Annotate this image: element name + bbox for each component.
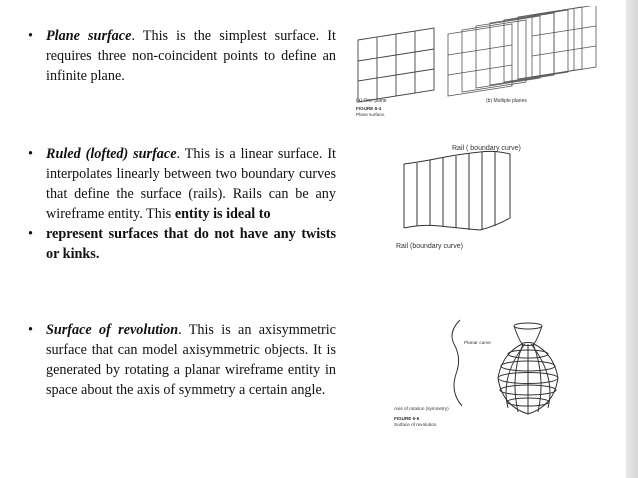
planar-curve-label: Planar curve bbox=[464, 341, 491, 346]
slide-edge bbox=[626, 0, 638, 478]
caption-one-plane: (a) One plane bbox=[356, 98, 387, 104]
single-plane-grid bbox=[358, 28, 434, 102]
revolution-description: . This is an axisymmetric surface that can model axisymmetric objects. It is generated by rotating a planar wireframe entity in space about the axis of symmetry a certain angle. bbox=[46, 322, 336, 398]
ruled-surface-text bbox=[28, 144, 336, 264]
caption-multiple-planes: (b) Multiple planes bbox=[486, 98, 527, 104]
multiple-planes-grid bbox=[448, 6, 596, 96]
axis-label: Axis of rotation (symmetry) bbox=[394, 406, 449, 411]
ruled-surface-figure bbox=[380, 140, 560, 260]
top-rail-curve bbox=[404, 151, 510, 164]
bullet: • bbox=[28, 226, 33, 242]
bullet: • bbox=[28, 28, 33, 44]
plane-figure-number: FIGURE 6-4 bbox=[356, 106, 382, 111]
bullet: • bbox=[28, 146, 33, 162]
revolution-figure-title: Surface of revolution. bbox=[394, 422, 438, 427]
ruled-surface-bold-tail: entity is ideal to bbox=[174, 206, 271, 222]
bottom-rail-curve bbox=[404, 218, 510, 230]
bottom-rail-label: Rail (boundary curve) bbox=[396, 243, 463, 250]
ruled-surface-second-bullet: represent surfaces that do not have any twists or kinks. bbox=[46, 226, 336, 262]
plane-surface-figure bbox=[344, 6, 606, 124]
vase-wireframe bbox=[498, 323, 558, 414]
revolution-figure-number: FIGURE 6-6 bbox=[394, 416, 420, 421]
planar-curve bbox=[452, 320, 462, 406]
bullet: • bbox=[28, 322, 33, 338]
plane-surface-text bbox=[28, 26, 336, 86]
term-plane-surface: Plane surface bbox=[46, 28, 132, 44]
revolution-surface-text bbox=[28, 320, 336, 400]
term-surface-of-revolution: Surface of revolution bbox=[46, 322, 179, 338]
plane-surface-description: . This is the simplest surface. It requires three non-coincident points to define an infinite plane. bbox=[46, 28, 336, 84]
ruled-surface-description: . This is a linear surface. It interpolates linearly between two boundary curves that define the surface (rails). Rails can be any wireframe entity. This bbox=[46, 146, 336, 222]
term-ruled-surface: Ruled (lofted) surface bbox=[46, 146, 177, 162]
revolution-figure bbox=[392, 314, 568, 434]
top-rail-label: Rail ( boundary curve) bbox=[452, 145, 521, 152]
plane-figure-title: Plane surface. bbox=[356, 112, 386, 117]
